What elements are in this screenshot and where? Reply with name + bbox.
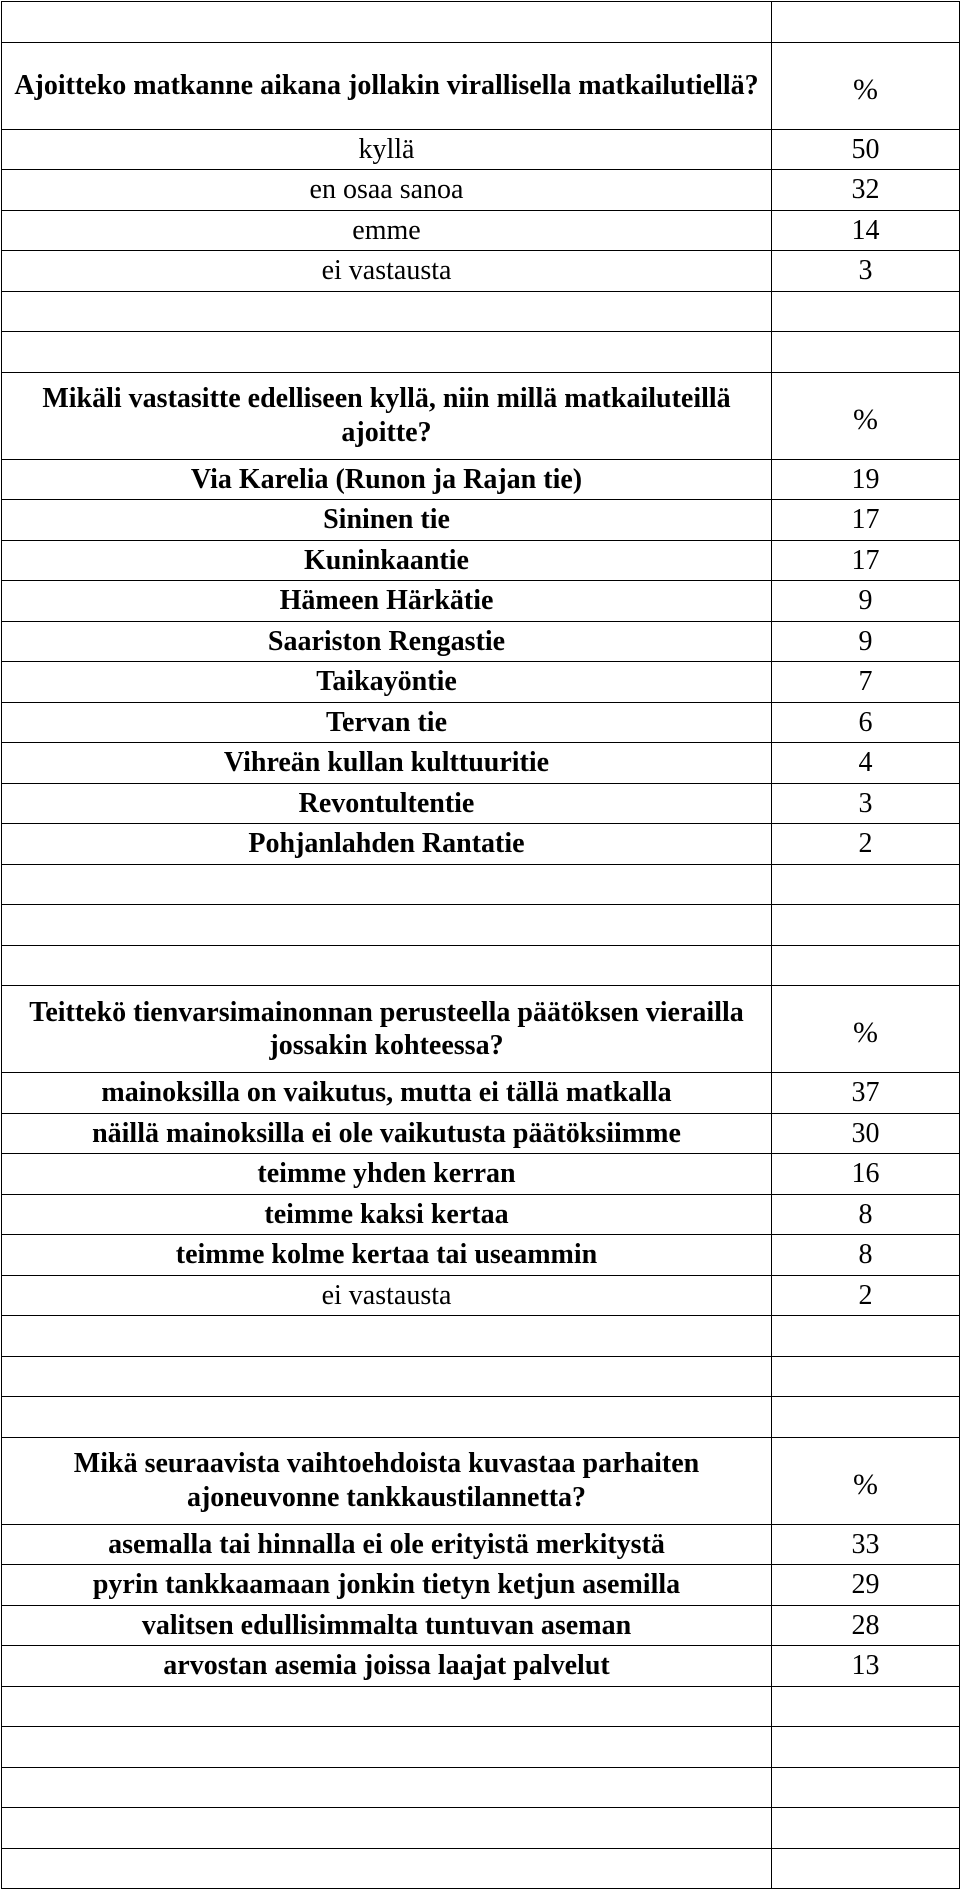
option-percent: 33 — [772, 1524, 960, 1565]
option-label: pyrin tankkaamaan jonkin tietyn ketjun asemilla — [2, 1565, 772, 1606]
option-label: Hämeen Härkätie — [2, 581, 772, 622]
option-label: ei vastausta — [2, 1275, 772, 1316]
blank-row — [2, 1397, 960, 1438]
option-percent: 9 — [772, 581, 960, 622]
blank-row — [2, 1686, 960, 1727]
table-row — [2, 1154, 960, 1195]
option-label: Kuninkaantie — [2, 540, 772, 581]
option-label: Pohjanlahden Rantatie — [2, 824, 772, 865]
table-row — [2, 170, 960, 211]
table-row — [2, 702, 960, 743]
option-percent: 28 — [772, 1605, 960, 1646]
option-percent: 4 — [772, 743, 960, 784]
question-text: Teittekö tienvarsimainonnan perusteella päätöksen vierailla jossakin kohteessa? — [2, 986, 772, 1073]
option-percent: 13 — [772, 1646, 960, 1687]
table-row — [2, 1524, 960, 1565]
option-percent: 8 — [772, 1235, 960, 1276]
option-label: emme — [2, 210, 772, 251]
option-label: Via Karelia (Runon ja Rajan tie) — [2, 459, 772, 500]
option-label: arvostan asemia joissa laajat palvelut — [2, 1646, 772, 1687]
option-percent: 50 — [772, 129, 960, 170]
percent-header: % — [772, 372, 960, 459]
table-row — [2, 129, 960, 170]
table-row — [2, 1194, 960, 1235]
percent-header: % — [772, 42, 960, 129]
table-row — [2, 1605, 960, 1646]
blank-row — [2, 1848, 960, 1889]
option-label: Sininen tie — [2, 500, 772, 541]
option-percent: 19 — [772, 459, 960, 500]
option-label: en osaa sanoa — [2, 170, 772, 211]
survey-results-table — [1, 1, 960, 1889]
percent-header: % — [772, 986, 960, 1073]
table-row — [2, 743, 960, 784]
option-label: kyllä — [2, 129, 772, 170]
blank-row — [2, 2, 960, 43]
option-percent: 2 — [772, 824, 960, 865]
option-label: Taikayöntie — [2, 662, 772, 703]
table-row — [2, 500, 960, 541]
option-label: Saariston Rengastie — [2, 621, 772, 662]
option-label: teimme kolme kertaa tai useammin — [2, 1235, 772, 1276]
question-text: Mikäli vastasitte edelliseen kyllä, niin millä matkailuteillä ajoitte? — [2, 372, 772, 459]
blank-row — [2, 332, 960, 373]
option-label: Tervan tie — [2, 702, 772, 743]
table-row — [2, 1275, 960, 1316]
table-row — [2, 1073, 960, 1114]
option-percent: 16 — [772, 1154, 960, 1195]
blank-row — [2, 864, 960, 905]
table-row — [2, 459, 960, 500]
table-row — [2, 1235, 960, 1276]
question-row — [2, 1437, 960, 1524]
option-label: valitsen edullisimmalta tuntuvan aseman — [2, 1605, 772, 1646]
question-row — [2, 986, 960, 1073]
option-percent: 3 — [772, 783, 960, 824]
option-percent: 2 — [772, 1275, 960, 1316]
question-text: Mikä seuraavista vaihtoehdoista kuvastaa parhaiten ajoneuvonne tankkaustilannetta? — [2, 1437, 772, 1524]
table-row — [2, 581, 960, 622]
table-row — [2, 783, 960, 824]
question-row — [2, 42, 960, 129]
table-row — [2, 540, 960, 581]
table-row — [2, 662, 960, 703]
table-row — [2, 1565, 960, 1606]
option-label: näillä mainoksilla ei ole vaikutusta päätöksiimme — [2, 1113, 772, 1154]
option-label: teimme kaksi kertaa — [2, 1194, 772, 1235]
table-row — [2, 210, 960, 251]
option-percent: 6 — [772, 702, 960, 743]
table-row — [2, 1646, 960, 1687]
table-row — [2, 824, 960, 865]
blank-row — [2, 1767, 960, 1808]
option-percent: 32 — [772, 170, 960, 211]
option-percent: 14 — [772, 210, 960, 251]
option-label: mainoksilla on vaikutus, mutta ei tällä matkalla — [2, 1073, 772, 1114]
option-percent: 7 — [772, 662, 960, 703]
option-percent: 9 — [772, 621, 960, 662]
blank-row — [2, 905, 960, 946]
question-row — [2, 372, 960, 459]
option-percent: 30 — [772, 1113, 960, 1154]
table-row — [2, 621, 960, 662]
blank-row — [2, 1316, 960, 1357]
option-label: Revontultentie — [2, 783, 772, 824]
option-label: asemalla tai hinnalla ei ole erityistä merkitystä — [2, 1524, 772, 1565]
blank-row — [2, 945, 960, 986]
option-percent: 37 — [772, 1073, 960, 1114]
question-text: Ajoitteko matkanne aikana jollakin virallisella matkailutiellä? — [2, 42, 772, 129]
option-label: teimme yhden kerran — [2, 1154, 772, 1195]
option-label: Vihreän kullan kulttuuritie — [2, 743, 772, 784]
option-percent: 17 — [772, 540, 960, 581]
option-percent: 8 — [772, 1194, 960, 1235]
option-percent: 3 — [772, 251, 960, 292]
blank-row — [2, 1808, 960, 1849]
option-label: ei vastausta — [2, 251, 772, 292]
table-row — [2, 1113, 960, 1154]
blank-row — [2, 1727, 960, 1768]
option-percent: 17 — [772, 500, 960, 541]
option-percent: 29 — [772, 1565, 960, 1606]
percent-header: % — [772, 1437, 960, 1524]
blank-row — [2, 291, 960, 332]
table-row — [2, 251, 960, 292]
blank-row — [2, 1356, 960, 1397]
